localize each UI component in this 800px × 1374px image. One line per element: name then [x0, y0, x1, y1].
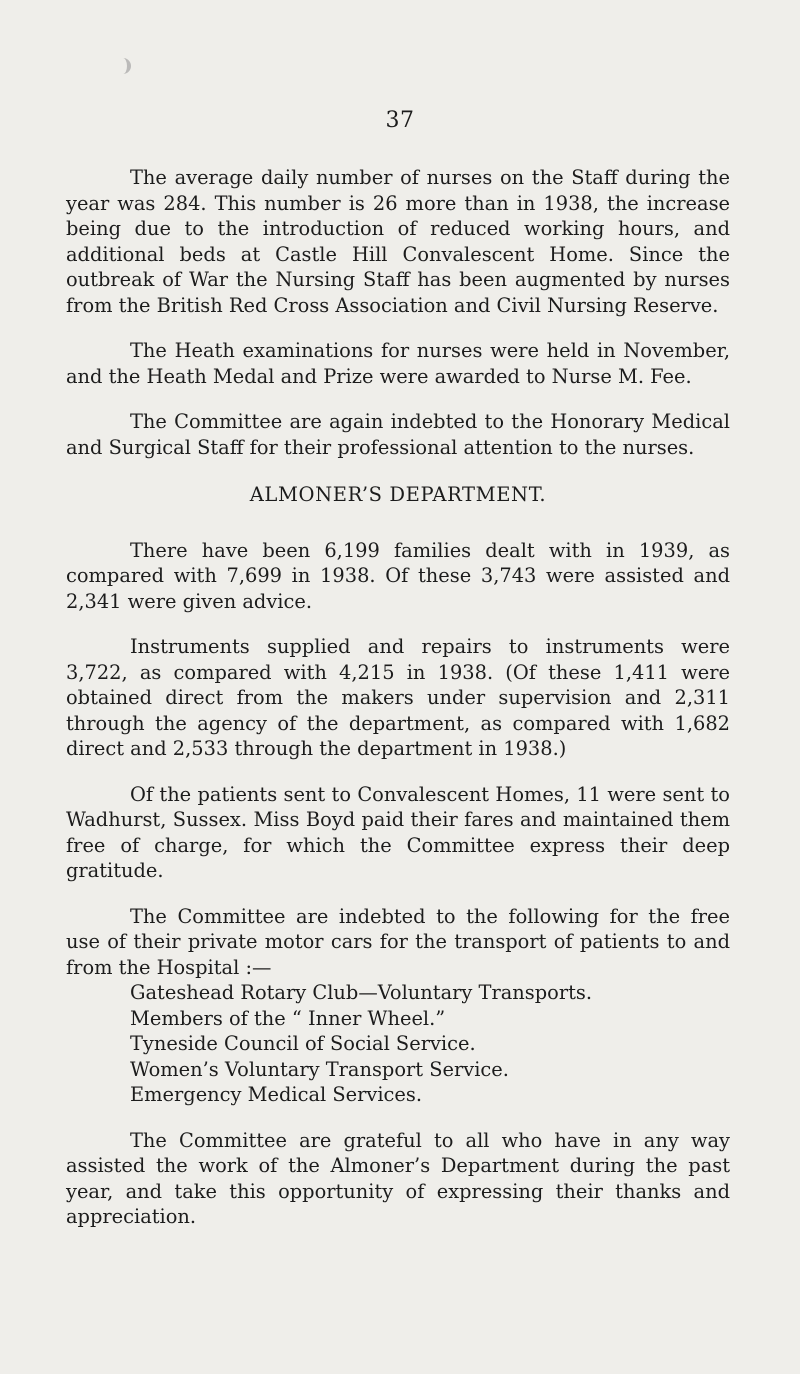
- body-text: [66, 165, 730, 1250]
- paragraph-nurses-staff: The average daily number of nurses on the Staff during the year was 284. This number is 26 more than in 1938, the increase being due to the introduction of reduced working hours, and additional beds at Castle Hill Convalescent Home. Since the outbreak of War the Nursing Staff has been augmented by nurses from the British Red Cross Association and Civil Nursing Reserve.: [66, 166, 730, 317]
- paper-blemish: [113, 58, 131, 74]
- paragraph-honorary-staff: The Committee are again indebted to the Honorary Medical and Surgical Staff for their professional attention to the nurses.: [66, 410, 730, 459]
- paragraph-families: There have been 6,199 families dealt with in 1939, as compared with 7,699 in 1938. Of these 3,743 were assisted and 2,341 were given advice.: [66, 538, 730, 613]
- paragraph-grateful: The Committee are grateful to all who have in any way assisted the work of the Almoner’s Department during the past year, and take this opportunity of expressing their thanks and appreciation.: [66, 1128, 730, 1228]
- list-item: Gateshead Rotary Club—Voluntary Transports.: [130, 981, 592, 1004]
- list-item: Tyneside Council of Social Service.: [130, 1032, 476, 1055]
- page-number: 37: [385, 108, 415, 133]
- list-item: Women’s Voluntary Transport Service.: [130, 1057, 509, 1081]
- list-item: Emergency Medical Services.: [130, 1083, 423, 1106]
- list-item: Members of the “ Inner Wheel.”: [130, 1006, 446, 1030]
- section-heading: ALMONER’S DEPARTMENT.: [249, 483, 547, 506]
- paragraph-convalescent: Of the patients sent to Convalescent Homes, 11 were sent to Wadhurst, Sussex. Miss Boyd paid their fares and maintained them free of charge, for which the Committee express their deep gratitude.: [66, 782, 730, 882]
- paragraph-motor-cars: The Committee are indebted to the following for the free use of their private motor cars for the transport of patients to and from the Hospital :—: [66, 904, 730, 979]
- transport-list: [66, 980, 730, 1108]
- paragraph-instruments: Instruments supplied and repairs to instruments were 3,722, as compared with 4,215 in 1938. (Of these 1,411 were obtained direct from the makers under supervision and 2,311 through the agency of the department, as compared with 1,682 direct and 2,533 through the department in 1938.): [66, 635, 730, 760]
- paragraph-heath-exams: The Heath examinations for nurses were held in November, and the Heath Medal and Prize were awarded to Nurse M. Fee.: [66, 339, 730, 388]
